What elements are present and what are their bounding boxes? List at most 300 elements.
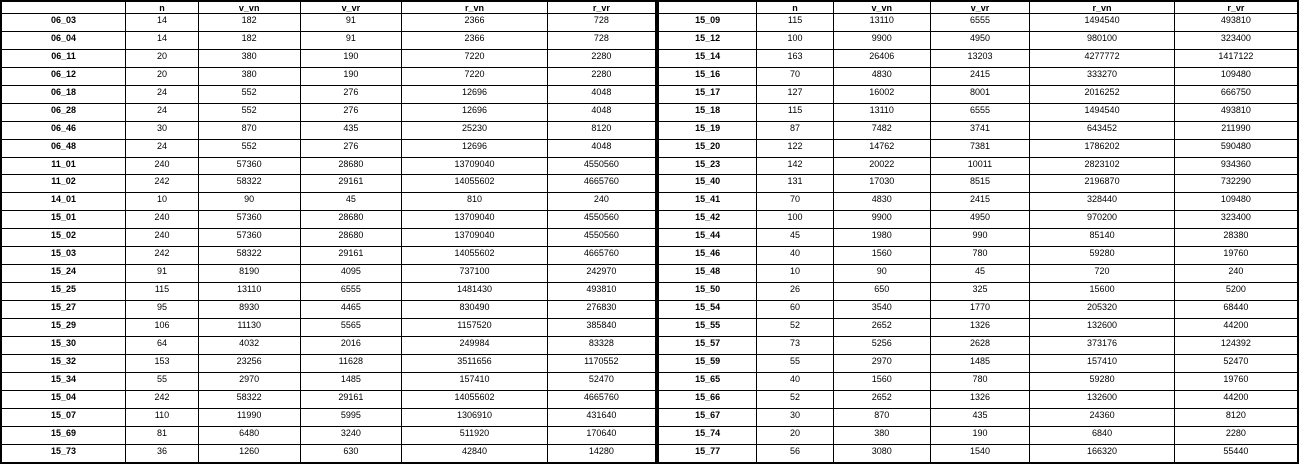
value-cell: 20022: [833, 157, 930, 175]
value-cell: 6480: [198, 426, 300, 444]
value-cell: 325: [930, 283, 1030, 301]
table-row: [658, 31, 1298, 49]
value-cell: 91: [300, 14, 402, 32]
value-cell: 1260: [198, 444, 300, 463]
value-cell: 380: [198, 49, 300, 67]
value-cell: 56: [757, 444, 834, 463]
value-cell: 323400: [1174, 31, 1298, 49]
table-row: [1, 408, 656, 426]
row-label-cell: 15_16: [658, 67, 757, 85]
row-label-cell: 15_34: [1, 372, 126, 390]
value-cell: 55: [126, 372, 199, 390]
header-row: [1, 1, 656, 14]
value-cell: 373176: [1030, 336, 1175, 354]
row-label-cell: 15_30: [1, 336, 126, 354]
value-cell: 2280: [1174, 426, 1298, 444]
value-cell: 182: [198, 31, 300, 49]
row-label-cell: 15_40: [658, 175, 757, 193]
table-row: [658, 444, 1298, 463]
value-cell: 9900: [833, 211, 930, 229]
value-cell: 1326: [930, 318, 1030, 336]
value-cell: 276: [300, 85, 402, 103]
value-cell: 55: [757, 354, 834, 372]
row-label-cell: 11_01: [1, 157, 126, 175]
table-row: [658, 426, 1298, 444]
value-cell: 1157520: [402, 318, 548, 336]
value-cell: 57360: [198, 157, 300, 175]
value-cell: 380: [198, 67, 300, 85]
value-cell: 2366: [402, 14, 548, 32]
value-cell: 2823102: [1030, 157, 1175, 175]
value-cell: 552: [198, 139, 300, 157]
value-cell: 732290: [1174, 175, 1298, 193]
value-cell: 12696: [402, 103, 548, 121]
value-cell: 8190: [198, 265, 300, 283]
value-cell: 2280: [547, 49, 656, 67]
value-cell: 1560: [833, 247, 930, 265]
value-cell: 4032: [198, 336, 300, 354]
value-cell: 25230: [402, 121, 548, 139]
value-cell: 7381: [930, 139, 1030, 157]
table-row: [658, 408, 1298, 426]
value-cell: 5565: [300, 318, 402, 336]
value-cell: 12696: [402, 139, 548, 157]
value-cell: 10011: [930, 157, 1030, 175]
value-cell: 13203: [930, 49, 1030, 67]
value-cell: 4550560: [547, 229, 656, 247]
column-header-r_vn: r_vn: [1030, 1, 1175, 14]
value-cell: 23256: [198, 354, 300, 372]
value-cell: 44200: [1174, 390, 1298, 408]
value-cell: 3741: [930, 121, 1030, 139]
value-cell: 1540: [930, 444, 1030, 463]
value-cell: 2016252: [1030, 85, 1175, 103]
value-cell: 240: [126, 229, 199, 247]
row-label-cell: 15_07: [1, 408, 126, 426]
row-label-cell: 15_24: [1, 265, 126, 283]
value-cell: 182: [198, 14, 300, 32]
row-label-cell: 15_18: [658, 103, 757, 121]
value-cell: 13709040: [402, 157, 548, 175]
value-cell: 4095: [300, 265, 402, 283]
value-cell: 2196870: [1030, 175, 1175, 193]
value-cell: 14055602: [402, 390, 548, 408]
row-label-cell: 15_55: [658, 318, 757, 336]
value-cell: 19760: [1174, 247, 1298, 265]
row-label-cell: 14_01: [1, 193, 126, 211]
value-cell: 276: [300, 103, 402, 121]
value-cell: 1417122: [1174, 49, 1298, 67]
value-cell: 2280: [547, 67, 656, 85]
value-cell: 58322: [198, 247, 300, 265]
value-cell: 157410: [1030, 354, 1175, 372]
value-cell: 64: [126, 336, 199, 354]
row-label-cell: 15_19: [658, 121, 757, 139]
value-cell: 323400: [1174, 211, 1298, 229]
value-cell: 29161: [300, 175, 402, 193]
row-label-cell: 15_14: [658, 49, 757, 67]
value-cell: 13110: [833, 103, 930, 121]
value-cell: 28680: [300, 157, 402, 175]
value-cell: 4048: [547, 85, 656, 103]
value-cell: 1560: [833, 372, 930, 390]
value-cell: 1786202: [1030, 139, 1175, 157]
value-cell: 24: [126, 103, 199, 121]
value-cell: 7220: [402, 49, 548, 67]
table-row: [658, 301, 1298, 319]
value-cell: 100: [757, 31, 834, 49]
value-cell: 132600: [1030, 318, 1175, 336]
value-cell: 157410: [402, 372, 548, 390]
value-cell: 60: [757, 301, 834, 319]
table-row: [658, 103, 1298, 121]
value-cell: 1170552: [547, 354, 656, 372]
value-cell: 55440: [1174, 444, 1298, 463]
value-cell: 13110: [833, 14, 930, 32]
value-cell: 24: [126, 85, 199, 103]
value-cell: 9900: [833, 31, 930, 49]
value-cell: 170640: [547, 426, 656, 444]
value-cell: 20: [126, 49, 199, 67]
value-cell: 5995: [300, 408, 402, 426]
table-row: [1, 283, 656, 301]
value-cell: 11130: [198, 318, 300, 336]
value-cell: 13709040: [402, 211, 548, 229]
value-cell: 109480: [1174, 67, 1298, 85]
value-cell: 28680: [300, 229, 402, 247]
value-cell: 240: [126, 157, 199, 175]
column-header-r_vn: r_vn: [402, 1, 548, 14]
value-cell: 29161: [300, 390, 402, 408]
value-cell: 830490: [402, 301, 548, 319]
table-body: [658, 14, 1298, 464]
row-label-cell: 15_23: [658, 157, 757, 175]
value-cell: 14280: [547, 444, 656, 463]
value-cell: 493810: [547, 283, 656, 301]
value-cell: 4665760: [547, 175, 656, 193]
value-cell: 5256: [833, 336, 930, 354]
value-cell: 163: [757, 49, 834, 67]
table-row: [1, 354, 656, 372]
value-cell: 6555: [930, 14, 1030, 32]
value-cell: 20: [126, 67, 199, 85]
row-label-cell: 15_50: [658, 283, 757, 301]
value-cell: 728: [547, 14, 656, 32]
value-cell: 1980: [833, 229, 930, 247]
value-cell: 190: [300, 49, 402, 67]
value-cell: 52: [757, 390, 834, 408]
value-cell: 380: [833, 426, 930, 444]
row-label-cell: 15_20: [658, 139, 757, 157]
value-cell: 16002: [833, 85, 930, 103]
value-cell: 242: [126, 175, 199, 193]
row-label-cell: 06_12: [1, 67, 126, 85]
table-row: [1, 121, 656, 139]
value-cell: 2415: [930, 67, 1030, 85]
table-row: [1, 157, 656, 175]
row-label-cell: 15_74: [658, 426, 757, 444]
value-cell: 4048: [547, 139, 656, 157]
row-label-cell: 06_48: [1, 139, 126, 157]
value-cell: 52: [757, 318, 834, 336]
value-cell: 109480: [1174, 193, 1298, 211]
value-cell: 6840: [1030, 426, 1175, 444]
value-cell: 14762: [833, 139, 930, 157]
value-cell: 100: [757, 211, 834, 229]
value-cell: 11628: [300, 354, 402, 372]
table-row: [658, 283, 1298, 301]
value-cell: 45: [300, 193, 402, 211]
column-header-r_vr: r_vr: [1174, 1, 1298, 14]
value-cell: 58322: [198, 175, 300, 193]
value-cell: 8930: [198, 301, 300, 319]
table-row: [1, 31, 656, 49]
value-cell: 8120: [1174, 408, 1298, 426]
row-label-cell: 15_32: [1, 354, 126, 372]
value-cell: 5200: [1174, 283, 1298, 301]
row-label-cell: 15_69: [1, 426, 126, 444]
row-label-cell: 15_54: [658, 301, 757, 319]
row-label-cell: 11_02: [1, 175, 126, 193]
value-cell: 81: [126, 426, 199, 444]
table-row: [1, 301, 656, 319]
value-cell: 19760: [1174, 372, 1298, 390]
value-cell: 1770: [930, 301, 1030, 319]
table-row: [1, 67, 656, 85]
table-row: [658, 336, 1298, 354]
value-cell: 45: [757, 229, 834, 247]
value-cell: 4830: [833, 67, 930, 85]
value-cell: 70: [757, 193, 834, 211]
value-cell: 70: [757, 67, 834, 85]
table-row: [658, 14, 1298, 32]
row-label-cell: 15_02: [1, 229, 126, 247]
value-cell: 57360: [198, 229, 300, 247]
value-cell: 122: [757, 139, 834, 157]
value-cell: 6555: [930, 103, 1030, 121]
value-cell: 36: [126, 444, 199, 463]
table-row: [658, 139, 1298, 157]
value-cell: 1494540: [1030, 14, 1175, 32]
table-row: [1, 193, 656, 211]
table-row: [1, 139, 656, 157]
table-row: [658, 85, 1298, 103]
value-cell: 20: [757, 426, 834, 444]
value-cell: 52470: [1174, 354, 1298, 372]
value-cell: 780: [930, 247, 1030, 265]
row-label-cell: 06_18: [1, 85, 126, 103]
value-cell: 12696: [402, 85, 548, 103]
table-row: [658, 372, 1298, 390]
row-label-cell: 15_59: [658, 354, 757, 372]
table-row: [1, 265, 656, 283]
value-cell: 211990: [1174, 121, 1298, 139]
value-cell: 58322: [198, 390, 300, 408]
value-cell: 28680: [300, 211, 402, 229]
table-row: [1, 444, 656, 463]
value-cell: 870: [198, 121, 300, 139]
row-label-cell: 15_48: [658, 265, 757, 283]
row-label-cell: 15_41: [658, 193, 757, 211]
value-cell: 68440: [1174, 301, 1298, 319]
value-cell: 115: [757, 14, 834, 32]
value-cell: 59280: [1030, 247, 1175, 265]
value-cell: 2366: [402, 31, 548, 49]
value-cell: 132600: [1030, 390, 1175, 408]
value-cell: 26406: [833, 49, 930, 67]
row-label-cell: 15_73: [1, 444, 126, 463]
table-row: [1, 336, 656, 354]
value-cell: 990: [930, 229, 1030, 247]
value-cell: 590480: [1174, 139, 1298, 157]
table-row: [658, 265, 1298, 283]
row-label-cell: 06_03: [1, 14, 126, 32]
value-cell: 14055602: [402, 175, 548, 193]
value-cell: 190: [300, 67, 402, 85]
value-cell: 3540: [833, 301, 930, 319]
table-row: [658, 175, 1298, 193]
value-cell: 493810: [1174, 14, 1298, 32]
value-cell: 127: [757, 85, 834, 103]
value-cell: 26: [757, 283, 834, 301]
value-cell: 3080: [833, 444, 930, 463]
value-cell: 30: [757, 408, 834, 426]
row-label-cell: 15_65: [658, 372, 757, 390]
value-cell: 870: [833, 408, 930, 426]
value-cell: 90: [198, 193, 300, 211]
value-cell: 1481430: [402, 283, 548, 301]
value-cell: 45: [930, 265, 1030, 283]
row-label-cell: 15_12: [658, 31, 757, 49]
value-cell: 166320: [1030, 444, 1175, 463]
table-row: [658, 247, 1298, 265]
column-header-v_vn: v_vn: [833, 1, 930, 14]
table-row: [658, 193, 1298, 211]
value-cell: 131: [757, 175, 834, 193]
table-row: [658, 67, 1298, 85]
value-cell: 3511656: [402, 354, 548, 372]
value-cell: 115: [757, 103, 834, 121]
value-cell: 10: [757, 265, 834, 283]
value-cell: 40: [757, 247, 834, 265]
value-cell: 249984: [402, 336, 548, 354]
table-row: [1, 103, 656, 121]
table-row: [658, 157, 1298, 175]
value-cell: 24: [126, 139, 199, 157]
value-cell: 4048: [547, 103, 656, 121]
value-cell: 13709040: [402, 229, 548, 247]
value-cell: 4665760: [547, 247, 656, 265]
row-label-cell: 15_01: [1, 211, 126, 229]
value-cell: 1494540: [1030, 103, 1175, 121]
value-cell: 493810: [1174, 103, 1298, 121]
table-row: [1, 175, 656, 193]
value-cell: 106: [126, 318, 199, 336]
header-row: [658, 1, 1298, 14]
row-label-cell: 06_46: [1, 121, 126, 139]
value-cell: 13110: [198, 283, 300, 301]
row-label-cell: 15_44: [658, 229, 757, 247]
table-row: [1, 390, 656, 408]
value-cell: 552: [198, 103, 300, 121]
row-label-cell: 15_66: [658, 390, 757, 408]
value-cell: 44200: [1174, 318, 1298, 336]
value-cell: 552: [198, 85, 300, 103]
value-cell: 630: [300, 444, 402, 463]
value-cell: 780: [930, 372, 1030, 390]
value-cell: 2970: [833, 354, 930, 372]
value-cell: 42840: [402, 444, 548, 463]
value-cell: 240: [547, 193, 656, 211]
value-cell: 385840: [547, 318, 656, 336]
row-label-cell: 15_04: [1, 390, 126, 408]
value-cell: 4665760: [547, 390, 656, 408]
row-label-header: [658, 1, 757, 14]
row-label-cell: 15_77: [658, 444, 757, 463]
value-cell: 6555: [300, 283, 402, 301]
value-cell: 7220: [402, 67, 548, 85]
table-row: [658, 354, 1298, 372]
value-cell: 14: [126, 31, 199, 49]
data-table-right: [657, 0, 1299, 464]
value-cell: 14055602: [402, 247, 548, 265]
row-label-header: [1, 1, 126, 14]
value-cell: 91: [126, 265, 199, 283]
value-cell: 435: [930, 408, 1030, 426]
value-cell: 1485: [930, 354, 1030, 372]
value-cell: 30: [126, 121, 199, 139]
value-cell: 328440: [1030, 193, 1175, 211]
value-cell: 4550560: [547, 157, 656, 175]
value-cell: 28380: [1174, 229, 1298, 247]
table-row: [1, 372, 656, 390]
value-cell: 142: [757, 157, 834, 175]
value-cell: 190: [930, 426, 1030, 444]
value-cell: 110: [126, 408, 199, 426]
value-cell: 11990: [198, 408, 300, 426]
value-cell: 4465: [300, 301, 402, 319]
value-cell: 29161: [300, 247, 402, 265]
column-header-n: n: [126, 1, 199, 14]
value-cell: 240: [1174, 265, 1298, 283]
row-label-cell: 06_04: [1, 31, 126, 49]
column-header-n: n: [757, 1, 834, 14]
value-cell: 2415: [930, 193, 1030, 211]
value-cell: 95: [126, 301, 199, 319]
row-label-cell: 15_29: [1, 318, 126, 336]
value-cell: 24360: [1030, 408, 1175, 426]
value-cell: 40: [757, 372, 834, 390]
value-cell: 153: [126, 354, 199, 372]
table-body: [1, 14, 656, 464]
table-row: [1, 229, 656, 247]
table-row: [658, 390, 1298, 408]
column-header-r_vr: r_vr: [547, 1, 656, 14]
row-label-cell: 15_67: [658, 408, 757, 426]
value-cell: 970200: [1030, 211, 1175, 229]
value-cell: 240: [126, 211, 199, 229]
value-cell: 7482: [833, 121, 930, 139]
row-label-cell: 06_11: [1, 49, 126, 67]
value-cell: 242970: [547, 265, 656, 283]
value-cell: 276: [300, 139, 402, 157]
value-cell: 4550560: [547, 211, 656, 229]
row-label-cell: 15_03: [1, 247, 126, 265]
value-cell: 124392: [1174, 336, 1298, 354]
value-cell: 115: [126, 283, 199, 301]
value-cell: 810: [402, 193, 548, 211]
value-cell: 52470: [547, 372, 656, 390]
